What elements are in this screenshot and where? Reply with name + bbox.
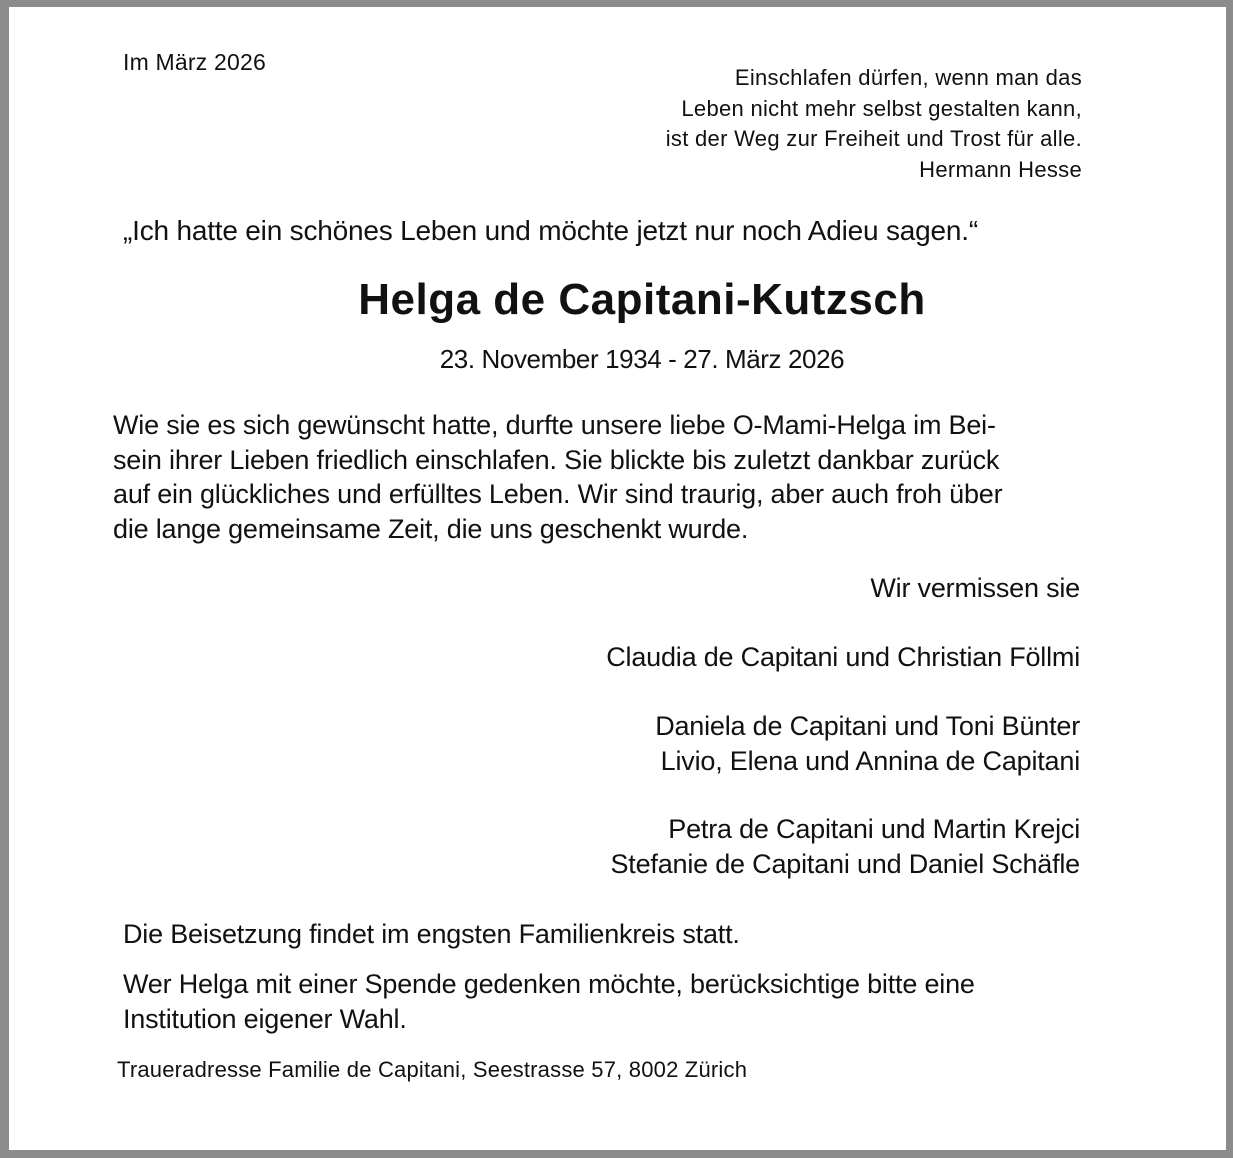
mourner-name: Livio, Elena und Annina de Capitani: [660, 745, 1080, 776]
epigraph-author: Hermann Hesse: [919, 156, 1082, 182]
mourner-group: [610, 812, 1080, 881]
mourner-name: Claudia de Capitani und Christian Föllmi: [606, 642, 1080, 672]
mourner-group: [606, 640, 1080, 675]
obituary-notice: [9, 7, 1226, 1150]
epigraph-line: Leben nicht mehr selbst gestalten kann,: [681, 95, 1082, 121]
closing-line: [870, 571, 1080, 606]
donation-line: Wer Helga mit einer Spende gedenken möchte, berücksichtige bitte eine: [123, 969, 975, 999]
message-line: sein ihrer Lieben friedlich einschlafen. Sie blickte bis zuletzt dankbar zurück: [113, 444, 1000, 475]
page-border: [1226, 0, 1233, 1158]
message-paragraph: [113, 408, 1002, 546]
message-line: auf ein glückliches und erfülltes Leben. Wir sind traurig, aber auch froh über: [113, 479, 1003, 509]
closing-text: Wir vermissen sie: [870, 573, 1080, 603]
life-dates: 23. November 1934 - 27. März 2026: [439, 344, 845, 374]
mourner-group: [655, 709, 1080, 778]
mourning-address: Traueradresse Familie de Capitani, Seestrasse 57, 8002 Zürich: [117, 1057, 748, 1082]
motto-quote: „Ich hatte ein schönes Leben und möchte jetzt nur noch Adieu sagen.“: [123, 215, 978, 246]
donation-line: Institution eigener Wahl.: [123, 1004, 407, 1034]
funeral-notice: Die Beisetzung findet im engsten Familienkreis statt.: [123, 919, 740, 949]
notice-date: Im März 2026: [123, 49, 267, 75]
donation-notice: [123, 967, 975, 1037]
message-line: die lange gemeinsame Zeit, die uns geschenkt wurde.: [113, 513, 749, 544]
mourner-name: Petra de Capitani und Martin Krejci: [668, 814, 1080, 844]
mourner-name: Daniela de Capitani und Toni Bünter: [655, 711, 1080, 741]
mourner-name: Stefanie de Capitani und Daniel Schäfle: [610, 848, 1080, 879]
epigraph-quote: [666, 63, 1082, 185]
message-line: Wie sie es sich gewünscht hatte, durfte unsere liebe O-Mami-Helga im Bei-: [113, 410, 996, 440]
epigraph-line: Einschlafen dürfen, wenn man das: [734, 65, 1082, 90]
deceased-name: Helga de Capitani-Kutzsch: [358, 275, 926, 324]
epigraph-line: ist der Weg zur Freiheit und Trost für alle.: [665, 126, 1082, 151]
